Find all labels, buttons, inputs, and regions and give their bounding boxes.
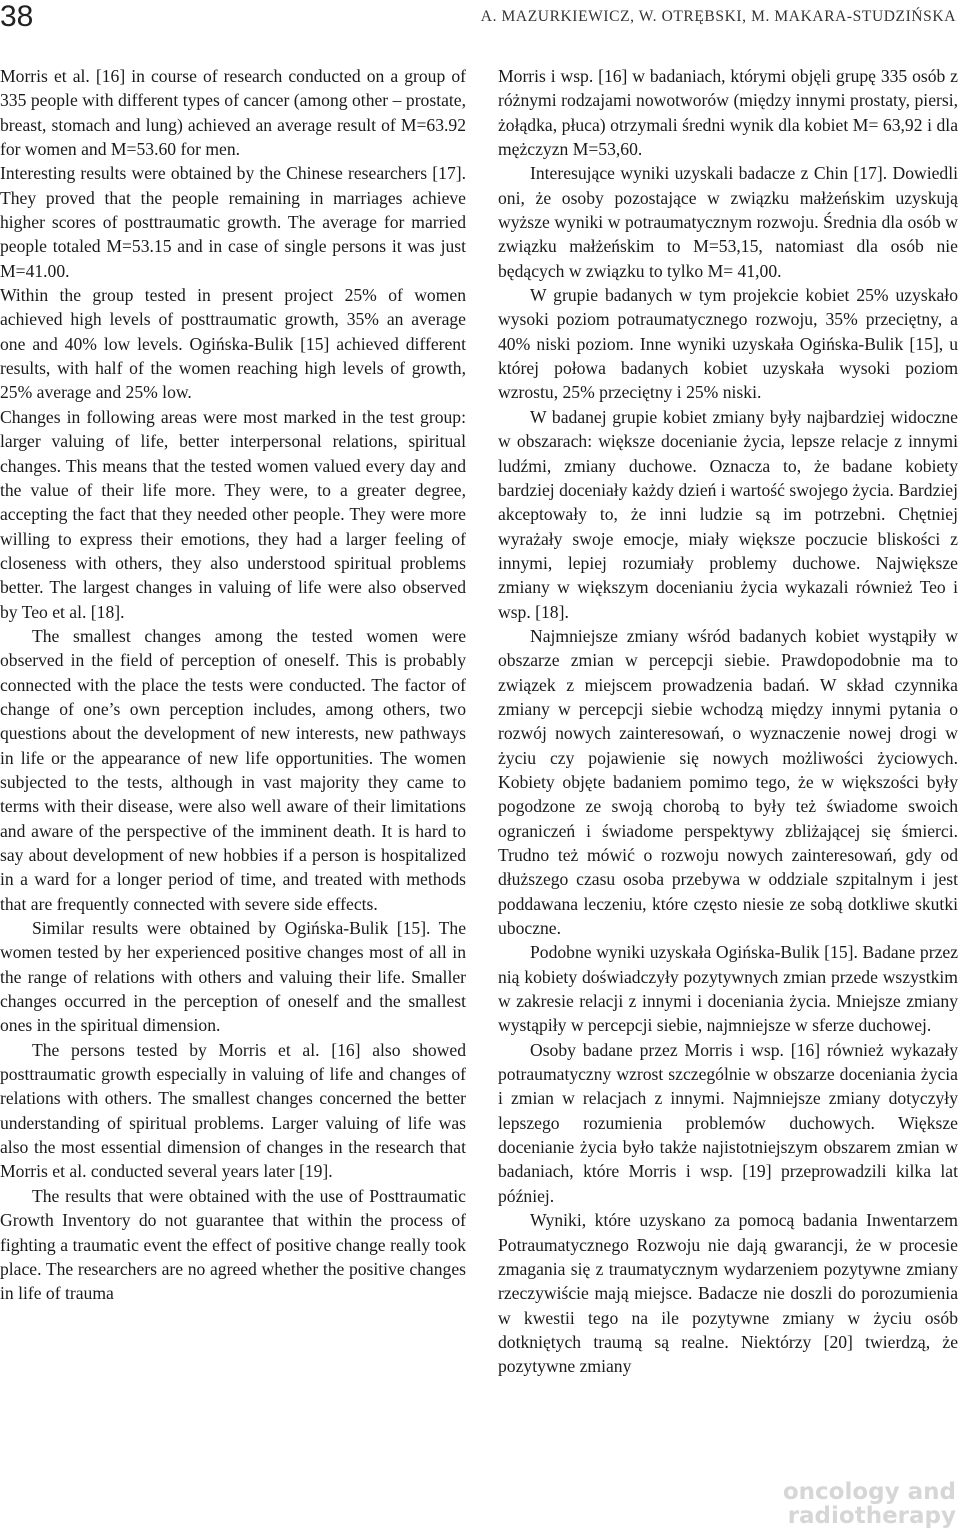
page-number: 38 [0, 0, 34, 33]
english-text-column [0, 64, 466, 1474]
paragraph-en-8: The results that were obtained with the use of Posttraumatic Growth Inventory do not guarantee that within the process of fighting a traumatic event the effect of positive change really took place. The researchers are no agreed whether the positive changes in life of trauma [0, 1185, 466, 1304]
journal-logo-line-2: radiotherapy [787, 1503, 956, 1529]
paragraph-pl-2: Interesujące wyniki uzyskali badacze z Chin [17]. Dowiedli oni, że osoby pozostające w związku małżeńskim uzyskują wyższe wyniki w potraumatycznym rozwoju. Średnia dla osób w związku małżeńskim to M=53,15, natomiast dla osób nie będących w związku to tylko M= 41,00. [498, 163, 958, 281]
polish-text-column [498, 64, 958, 1474]
paragraph-en-2: Interesting results were obtained by the Chinese researchers [17]. They proved that the people remaining in marriages achieve higher scores of posttraumatic growth. The average for married people totaled M=53.15 and in case of single persons it was just M=41.00. [0, 163, 466, 281]
paragraph-en-3: Within the group tested in present project 25% of women achieved high levels of posttraumatic growth, 35% an average one and 40% low levels. Ogińska-Bulik [15] achieved different results, with half of the women reaching high levels of growth, 25% average and 25% low. [0, 285, 466, 403]
paragraph-en-7: The persons tested by Morris et al. [16] also showed posttraumatic growth especially in valuing of life and changes of relations with others. The smallest changes concerned the better understanding of spiritual problems. Larger valuing of life was also the most essential dimension of changes in the research that Morris et al. conducted several years later [19]. [0, 1039, 466, 1182]
paragraph-pl-4: W badanej grupie kobiet zmiany były najbardziej widoczne w obszarach: większe docenianie życia, lepsze relacje z innymi ludźmi, zmiany duchowe. Oznacza to, że badane kobiety bardziej doceniały każdy dzień i wartość swojego życia. Bardziej akceptowały to, że inni ludzie są im potrzebni. Chętniej wyrażały swoje emocje, miały większe poczucie bliskości z innymi, lepiej rozumiały problemy duchowe. Największe zmiany w większym docenianiu życia wykazali również Teo i wsp. [18]. [498, 406, 958, 622]
paragraph-pl-7: Osoby badane przez Morris i wsp. [16] również wykazały potraumatyczny wzrost szczególnie w obszarze doceniania życia i zmian w relacjach z innymi. Najmniejsze zmiany dotyczyły lepszego rozumienia problemów duchowych. Większe docenianie życia było także najistotniejszym obszarem zmian w badaniach, które Morris i wsp. [19] przeprowadzili kilka lat później. [498, 1039, 958, 1206]
paragraph-pl-3: W grupie badanych w tym projekcie kobiet 25% uzyskało wysoki poziom potraumatycznego rozwoju, 35% przeciętny, a 40% niski poziom. Inne wyniki uzyskała Ogińska-Bulik [15], u której połowa badanych kobiet uzyskała wysoki poziom wzrostu, 25% przeciętny i 25% niski. [498, 285, 958, 403]
paragraph-en-5: The smallest changes among the tested women were observed in the field of perception of oneself. This is probably connected with the place the tests were conducted. The factor of change of one’s own perception includes, among others, two questions about the development of new interests, new pathways in life or the appearance of new life opportunities. The women subjected to the tests, although in vast majority they came to terms with their disease, were also well aware of their limitations and aware of the perspective of the imminent death. It is hard to say about development of new hobbies if a person is hospitalized in a ward for a longer period of time, and treated with methods that are frequently connected with severe side effects. [0, 625, 466, 914]
running-head-authors: A. MAZURKIEWICZ, W. OTRĘBSKI, M. MAKARA-STUDZIŃSKA [480, 8, 956, 25]
paragraph-en-4: Changes in following areas were most marked in the test group: larger valuing of life, better interpersonal relations, spiritual changes. This means that the tested women valued every day and the value of their life more. They were, to a greater degree, accepting the fact that they needed other people. They were more willing to express their emotions, they had a larger feeling of closeness with others, they also understood spiritual problems better. The largest changes in valuing of life were also observed by Teo et al. [18]. [0, 406, 466, 622]
paragraph-pl-8: Wyniki, które uzyskano za pomocą badania Inwentarzem Potraumatycznego Rozwoju nie dają gwarancji, że w procesie zmagania się z traumatycznym wydarzeniem pozytywne zmiany rzeczywiście mają miejsce. Badacze nie doszli do porozumienia w kwestii tego na ile pozytywne zmiany w życiu osób dotkniętych traumą są realne. Niektórzy [20] twierdzą, że pozytywne zmiany [498, 1210, 958, 1377]
paragraph-pl-1: Morris i wsp. [16] w badaniach, którymi objęli grupę 335 osób z różnymi rodzajami nowotworów (między innymi prostaty, piersi, żołądka, płuca) otrzymali średni wynik dla kobiet M= 63,92 i dla mężczyzn M=53,60. [498, 66, 958, 160]
paragraph-en-6: Similar results were obtained by Ogińska-Bulik [15]. The women tested by her experienced positive changes most of all in the range of relations with others and valuing their life. Smaller changes occurred in the perception of oneself and the smallest ones in the spiritual dimension. [0, 918, 466, 1036]
paragraph-pl-6: Podobne wyniki uzyskała Ogińska-Bulik [15]. Badane przez nią kobiety doświadczyły pozytywnych zmian przede wszystkim w zakresie relacji z innymi i doceniania życia. Mniejsze zmiany wystąpiły w percepcji siebie, najmniejsze w sferze duchowej. [498, 942, 958, 1036]
paragraph-pl-5: Najmniejsze zmiany wśród badanych kobiet wystąpiły w obszarze zmian w percepcji siebie. Prawdopodobnie ma to związek z miejscem prowadzenia badań. W skład czynnika zmiany w percepcji siebie wchodzą między innymi pytania o rozwój nowych zainteresowań, o wyznaczenie nowej drogi w życiu czy pojawienie się nowych możliwości życiowych. Kobiety objęte badaniem pomimo tego, że w większości były pogodzone ze swoją chorobą to były też świadome swoich ograniczeń i świadome perspektywy zbliżającej się śmierci. Trudno też mówić o rozwoju nowych zainteresowań, gdy od dłuższego czasu osoba przebywa w oddziale szpitalnym i jest poddawana leczeniu, które często niesie ze sobą dotkliwe skutki uboczne. [498, 625, 958, 939]
paragraph-en-1: Morris et al. [16] in course of research conducted on a group of 335 people with different types of cancer (among other – prostate, breast, stomach and lung) achieved an average result of M=63.92 for women and M=53.60 for men. [0, 66, 466, 160]
journal-logo [783, 1480, 956, 1528]
journal-logo-line-1: oncology and [782, 1479, 956, 1505]
